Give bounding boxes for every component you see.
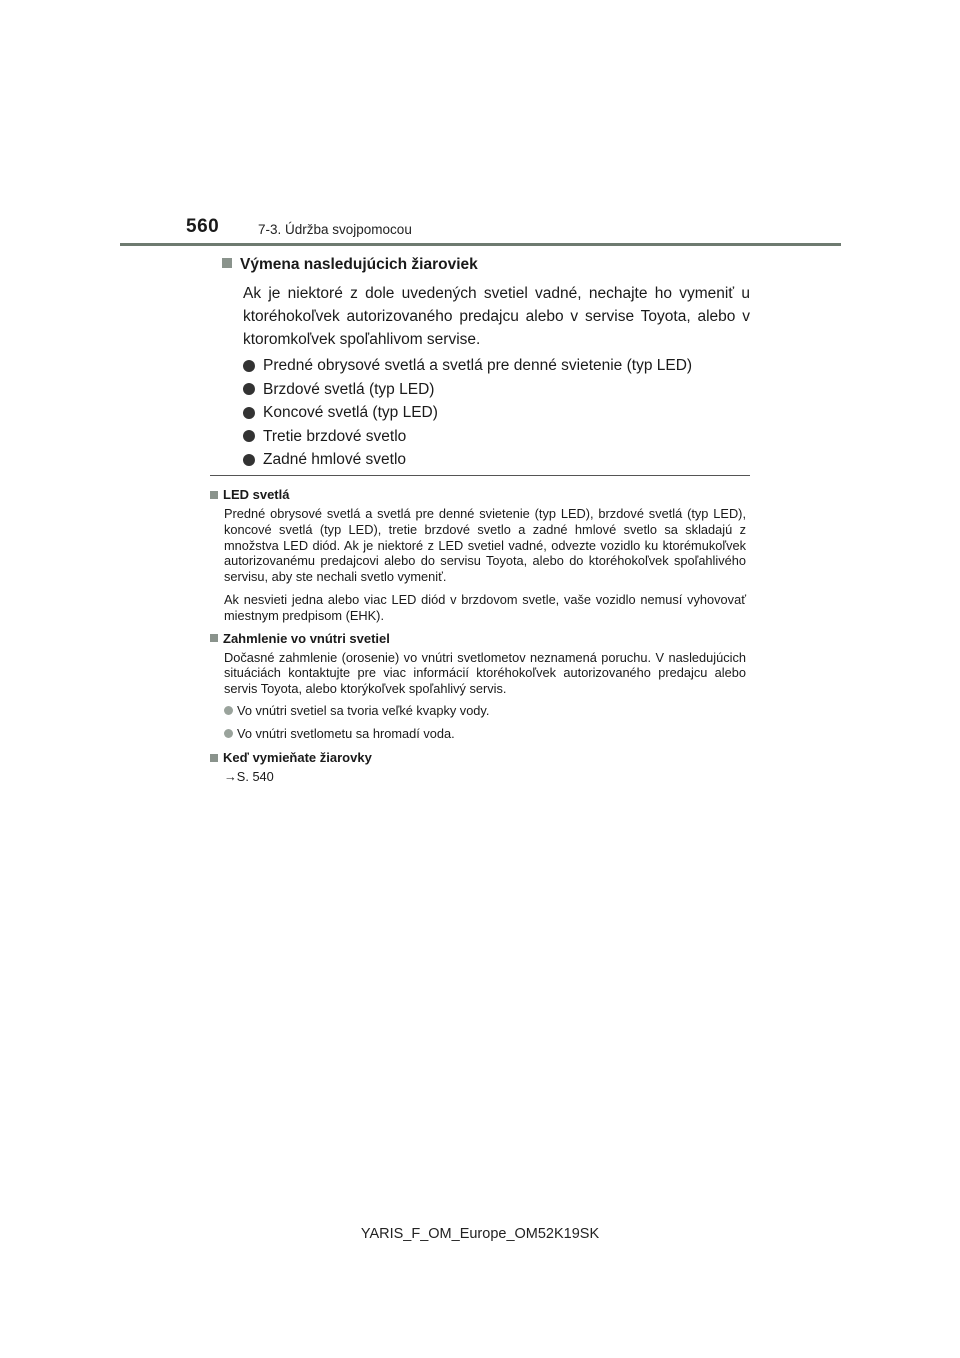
bulb-list (243, 354, 750, 472)
note-led (210, 486, 746, 624)
page-reference[interactable]: →S. 540 (224, 768, 274, 784)
footer-code: YARIS_F_OM_Europe_OM52K19SK (360, 1226, 600, 1242)
list-item: Koncové svetlá (typ LED) (243, 401, 750, 425)
bullet-icon (243, 430, 255, 442)
square-bullet-icon (210, 634, 218, 642)
note-heading: Keď vymieňate žiarovky (210, 749, 746, 766)
note-text: Ak nesvieti jedna alebo viac LED diód v brzdovom svetle, vaše vozidlo nemusí vyhovovať miestnym predpisom (EHK). (224, 591, 746, 623)
fog-list (224, 703, 746, 742)
main-heading-text: Výmena nasledujúcich žiaroviek (240, 256, 478, 273)
header-rule (120, 243, 841, 246)
note-fog (210, 630, 746, 742)
main-paragraph: Ak je niektoré z dole uvedených svetiel vadné, nechajte ho vymeniť u ktoréhokoľvek autorizovaného predajcu alebo v servise Toyota, alebo v ktoromkoľvek spoľahlivom servise. (243, 285, 750, 348)
note-text: Dočasné zahmlenie (orosenie) vo vnútri svetlometov neznamená poruchu. V nasledujúcich situáciách kontaktujte pre viac informácií ktoréhokoľvek autorizovaného predajcu alebo servis Toyota, alebo ktorýkoľvek spoľahlivý servis. (224, 649, 746, 697)
section-divider (210, 475, 750, 476)
bullet-icon (243, 407, 255, 419)
square-bullet-icon (222, 258, 232, 268)
list-item: Zadné hmlové svetlo (243, 448, 750, 472)
main-section (222, 254, 750, 472)
list-item: Vo vnútri svetlometu sa hromadí voda. (224, 726, 746, 742)
section-title: 7-3. Údržba svojpomocou (258, 222, 412, 237)
list-item: Tretie brzdové svetlo (243, 425, 750, 449)
list-item: Vo vnútri svetiel sa tvoria veľké kvapky vody. (224, 703, 746, 719)
bullet-icon (224, 729, 233, 738)
bullet-icon (243, 383, 255, 395)
square-bullet-icon (210, 754, 218, 762)
note-heading: LED svetlá (210, 486, 746, 503)
bullet-icon (224, 706, 233, 715)
note-bulbs (210, 749, 746, 785)
list-item: Predné obrysové svetlá a svetlá pre denné svietenie (typ LED) (243, 354, 750, 378)
bullet-icon (243, 454, 255, 466)
note-text: Predné obrysové svetlá a svetlá pre denné svietenie (typ LED), brzdové svetlá (typ LED), koncové svetlá (typ LED), tretie brzdové svetlo a zadné hmlové svetlo sa skladajú z množstva LED diód. Ak je niektoré z LED svetiel vadné, odvezte vozidlo ku ktorémukoľvek autorizovanému predajcovi alebo do servisu Toyota, alebo do ktoréhokoľvek spoľahlivého servisu, aby ste nechali svetlo vymeniť. (224, 506, 746, 585)
page-number: 560 (186, 216, 220, 237)
notes-section (210, 486, 746, 791)
note-heading: Zahmlenie vo vnútri svetiel (210, 630, 746, 647)
bullet-icon (243, 360, 255, 372)
square-bullet-icon (210, 491, 218, 499)
list-item: Brzdové svetlá (typ LED) (243, 378, 750, 402)
main-heading (222, 254, 750, 276)
